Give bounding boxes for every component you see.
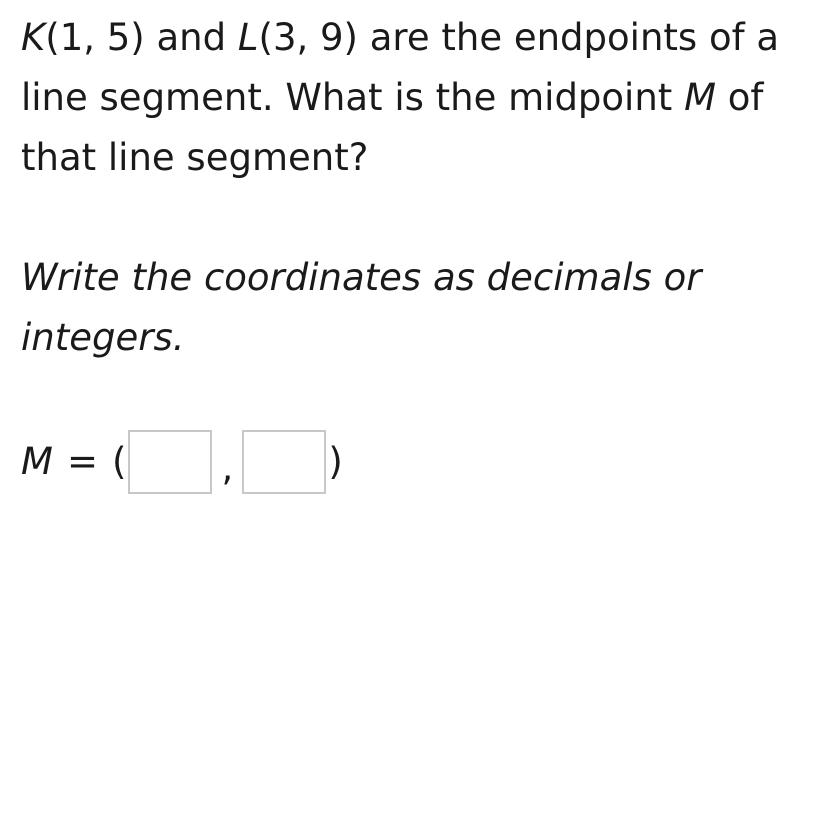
answer-row xyxy=(21,428,811,496)
coordinate-comma: , xyxy=(221,446,234,489)
answer-m-label: M xyxy=(21,440,53,483)
question-text xyxy=(21,8,811,188)
open-paren: ( xyxy=(111,440,127,483)
question-middle-text: are the endpoints of a line segment. What is the midpoint xyxy=(21,16,780,119)
point-l-coords: (3, 9) xyxy=(258,16,358,59)
midpoint-m-label: M xyxy=(684,76,716,119)
problem-content xyxy=(21,8,811,496)
point-l-label: L xyxy=(237,16,259,59)
point-k-label: K xyxy=(21,16,46,59)
question-and-text: and xyxy=(144,16,238,59)
instruction-text: Write the coordinates as decimals or integers. xyxy=(21,256,702,359)
point-k-coords: (1, 5) xyxy=(45,16,145,59)
x-coordinate-input[interactable] xyxy=(128,430,212,494)
equals-sign: = xyxy=(66,440,98,483)
y-coordinate-input[interactable] xyxy=(242,430,326,494)
question-end-text: of that line segment? xyxy=(21,76,764,179)
close-paren: ) xyxy=(328,440,343,483)
